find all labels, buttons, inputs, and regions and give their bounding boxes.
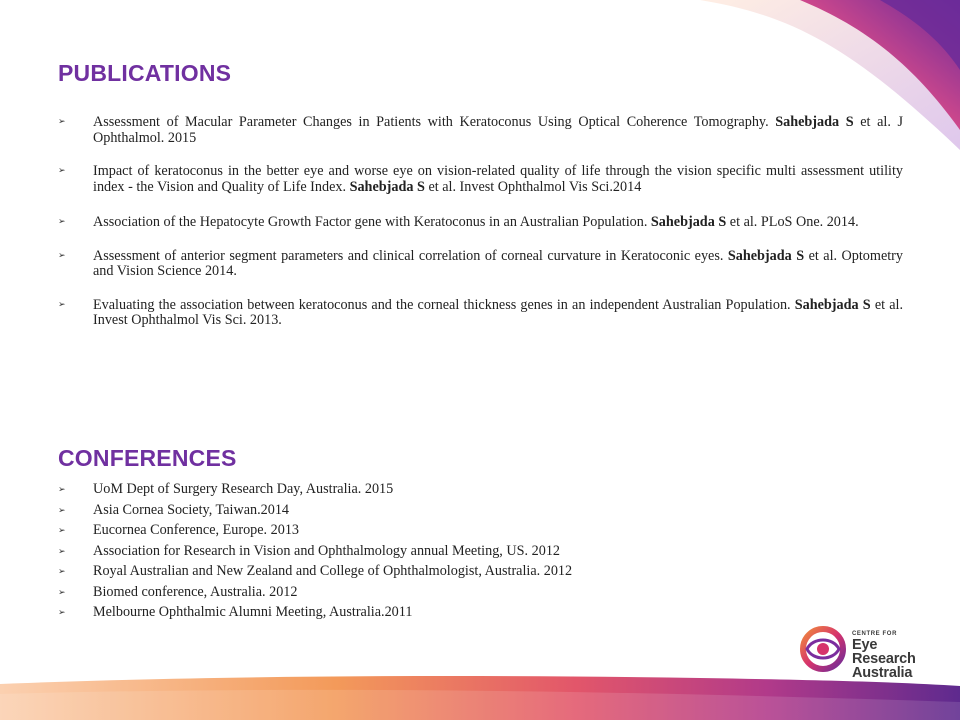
publication-item (58, 215, 903, 231)
publication-author: Sahebjada S (349, 178, 425, 195)
conference-text: Eucornea Conference, Europe. 2013 (93, 522, 300, 538)
publication-item (58, 115, 903, 146)
publication-title: Evaluating the association between keratoconus and the corneal thickness genes in an independent Australian Population. (93, 296, 795, 313)
arrow-bullet-icon: ➢ (58, 505, 66, 516)
conference-item (58, 602, 903, 623)
publication-title: Assessment of anterior segment parameters and clinical correlation of corneal curvature in Keratoconic eyes. (93, 247, 728, 264)
arrow-bullet-icon: ➢ (58, 587, 66, 598)
arrow-bullet-icon: ➢ (58, 117, 66, 127)
publication-author: Sahebjada S (727, 247, 805, 264)
publication-item (58, 164, 903, 195)
conferences-heading: CONFERENCES (58, 445, 237, 471)
publication-item (58, 298, 903, 329)
arrow-bullet-icon: ➢ (58, 608, 66, 618)
publications-list (58, 115, 903, 347)
conference-item (58, 582, 903, 603)
conference-text: Melbourne Ophthalmic Alumni Meeting, Australia.2011 (93, 604, 413, 620)
conference-item (58, 561, 903, 582)
publication-item (58, 249, 903, 280)
publication-title: Impact of keratoconus in the better eye and worse eye on vision-related quality of life through the vision specific multi assessment utility index - the Vision and Quality of Life Index. (93, 163, 903, 195)
conference-item (58, 520, 903, 541)
conference-text: Biomed conference, Australia. 2012 (93, 583, 298, 600)
conference-text: Royal Australian and New Zealand and College of Ophthalmologist, Australia. 2012 (93, 563, 573, 579)
conference-item (58, 479, 903, 500)
logo-line-2: Eye Research (852, 637, 916, 667)
arrow-bullet-icon: ➢ (58, 546, 66, 557)
publication-author: Sahebjada S (775, 114, 854, 130)
conference-text: Asia Cornea Society, Taiwan.2014 (93, 501, 290, 518)
eye-logo-icon (800, 626, 846, 672)
arrow-bullet-icon: ➢ (58, 526, 66, 536)
arrow-bullet-icon: ➢ (58, 166, 66, 176)
publication-author: Sahebjada S (794, 296, 871, 313)
publication-citation: et al. Invest Ophthalmol Vis Sci.2014 (424, 178, 642, 195)
arrow-bullet-icon: ➢ (58, 485, 66, 495)
cera-logo (800, 626, 940, 681)
bottom-band-decoration (0, 672, 960, 720)
logo-line-3: Australia (852, 665, 913, 681)
publication-title: Association of the Hepatocyte Growth Factor gene with Keratoconus in an Australian Population. (93, 214, 651, 230)
publication-citation: et al. Optometry and Vision Science 2014. (93, 247, 903, 279)
arrow-bullet-icon: ➢ (58, 567, 66, 577)
conference-item (58, 541, 903, 562)
conferences-list (58, 479, 903, 623)
arrow-bullet-icon: ➢ (58, 250, 66, 261)
publication-author: Sahebjada S (650, 214, 727, 230)
publication-citation: et al. PLoS One. 2014. (726, 214, 859, 230)
publications-heading: PUBLICATIONS (58, 60, 232, 86)
publication-citation: et al. J Ophthalmol. 2015 (93, 114, 904, 146)
logo-line-1: CENTRE FOR (852, 631, 897, 637)
conference-text: UoM Dept of Surgery Research Day, Australia. 2015 (93, 481, 394, 497)
publication-citation: et al. Invest Ophthalmol Vis Sci. 2013. (93, 296, 904, 328)
arrow-bullet-icon: ➢ (58, 299, 66, 310)
publication-title: Assessment of Macular Parameter Changes in Patients with Keratoconus Using Optical Coherence Tomography. (93, 114, 776, 130)
conference-item (58, 500, 903, 521)
conference-text: Association for Research in Vision and Ophthalmology annual Meeting, US. 2012 (93, 542, 561, 559)
arrow-bullet-icon: ➢ (58, 217, 66, 227)
